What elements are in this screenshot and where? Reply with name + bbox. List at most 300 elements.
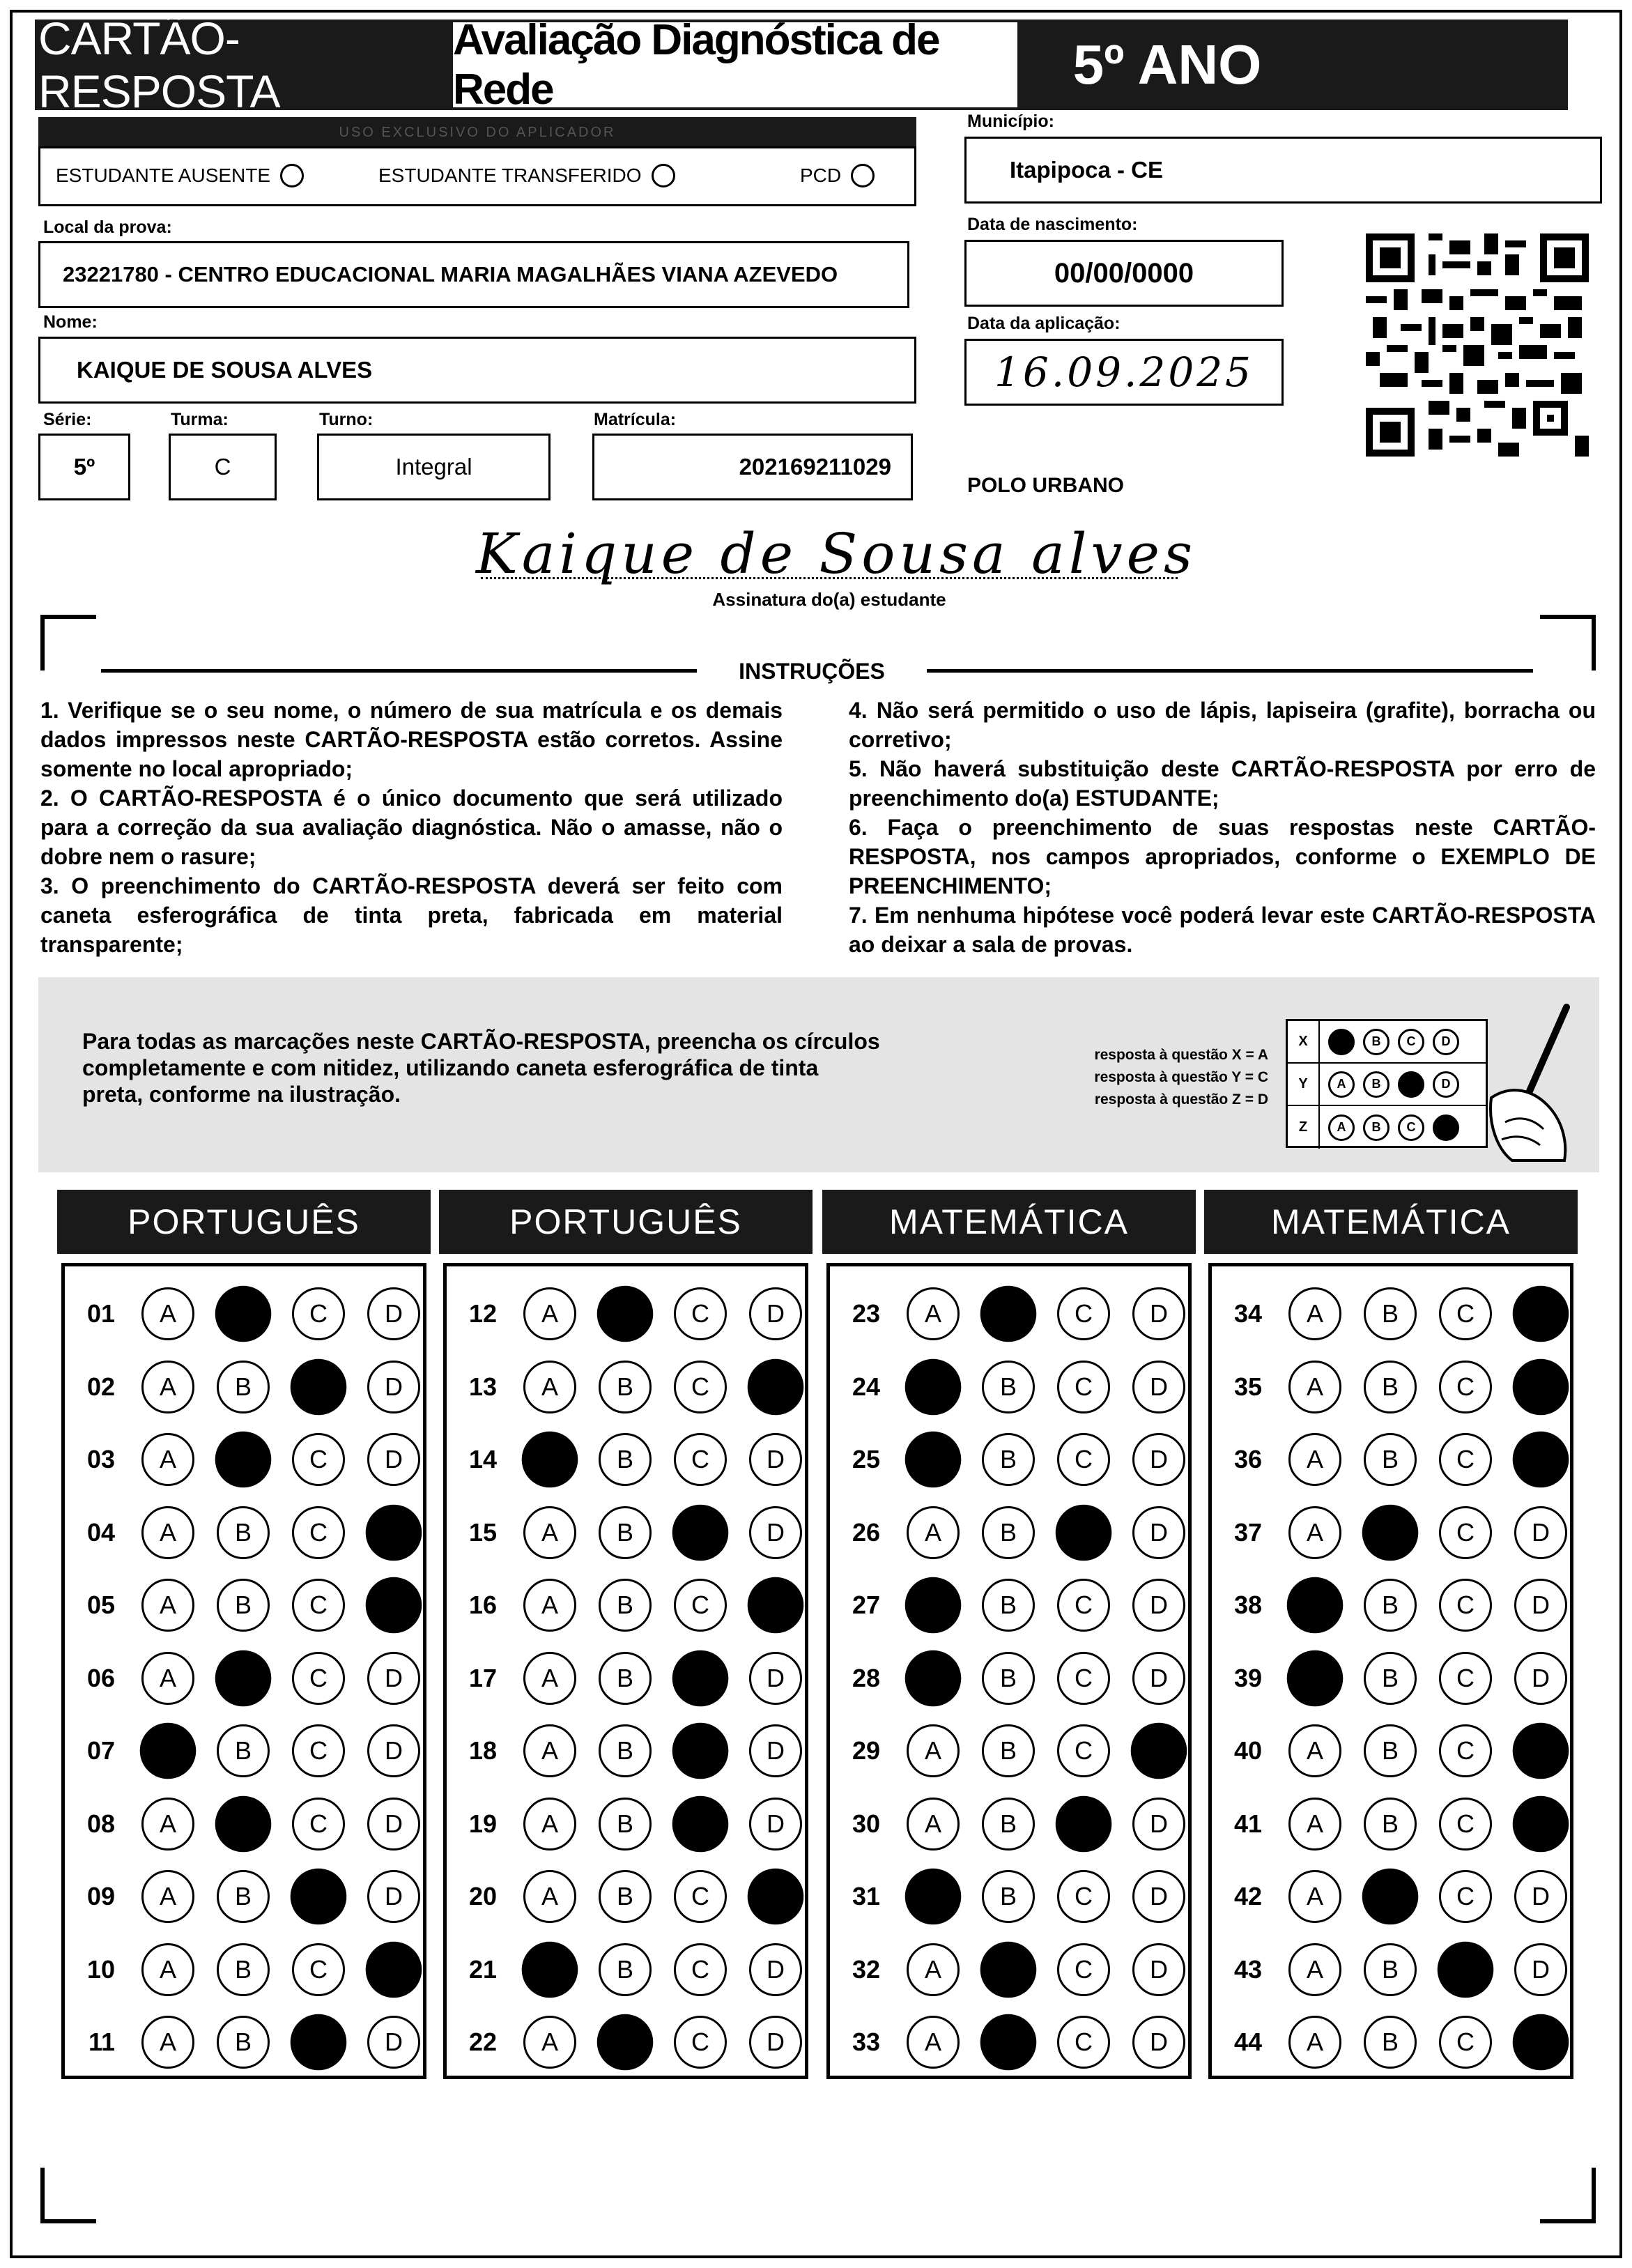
- answer-bubble-c[interactable]: C: [1439, 1652, 1492, 1705]
- answer-bubble-c[interactable]: C: [1057, 1943, 1110, 1996]
- answer-bubble-a[interactable]: A: [1288, 1361, 1341, 1413]
- status-box: [38, 146, 916, 206]
- answer-bubble-b-marked[interactable]: [215, 1432, 272, 1488]
- answer-bubble-a-marked[interactable]: [1287, 1650, 1344, 1706]
- answer-bubble-d-marked[interactable]: [748, 1358, 804, 1415]
- answer-bubble-b[interactable]: B: [599, 1361, 652, 1413]
- answer-bubble-a[interactable]: A: [523, 1579, 576, 1632]
- question-row: [65, 1933, 423, 2006]
- question-row: [1212, 2006, 1570, 2078]
- local-field: 23221780 - CENTRO EDUCACIONAL MARIA MAGALHÃES VIANA AZEVEDO: [38, 241, 909, 308]
- answer-bubble-a-marked[interactable]: [905, 1358, 962, 1415]
- signature-label: Assinatura do(a) estudante: [712, 589, 946, 610]
- answer-bubble-d[interactable]: D: [1132, 1870, 1185, 1923]
- question-row: [830, 1496, 1188, 1569]
- absent-option[interactable]: [56, 164, 304, 187]
- question-row: [830, 1788, 1188, 1860]
- answer-bubble-a[interactable]: A: [141, 1798, 194, 1851]
- answer-bubble-b[interactable]: B: [599, 1433, 652, 1486]
- answer-bubble-a[interactable]: A: [523, 1870, 576, 1923]
- answer-bubble-c[interactable]: C: [1439, 1724, 1492, 1777]
- answer-bubble-b[interactable]: B: [599, 1943, 652, 1996]
- birth-label: Data de nascimento:: [967, 215, 1138, 234]
- answer-bubble-b-marked[interactable]: [980, 2014, 1037, 2071]
- answer-bubble-d[interactable]: D: [749, 1652, 802, 1705]
- question-row: [65, 1569, 423, 1641]
- answer-bubble-a[interactable]: A: [907, 1287, 960, 1340]
- answer-bubble-a[interactable]: A: [1288, 1433, 1341, 1486]
- question-number: 15: [468, 1517, 497, 1547]
- answer-bubble-b[interactable]: B: [982, 1433, 1035, 1486]
- answer-bubble-b[interactable]: B: [217, 1943, 270, 1996]
- answer-bubble-d-marked[interactable]: [1513, 1432, 1569, 1488]
- answer-bubble-b[interactable]: B: [1364, 1724, 1417, 1777]
- question-number: 24: [852, 1372, 880, 1401]
- answer-bubble-d[interactable]: D: [367, 1287, 420, 1340]
- matricula-label: Matrícula:: [594, 410, 677, 429]
- answer-bubble-a[interactable]: A: [141, 1579, 194, 1632]
- answer-bubble-c[interactable]: C: [292, 1943, 345, 1996]
- transferred-radio[interactable]: [652, 164, 675, 187]
- question-number: 42: [1233, 1882, 1262, 1910]
- answer-bubble-c[interactable]: C: [292, 1506, 345, 1559]
- answer-bubble-a[interactable]: A: [1288, 1943, 1341, 1996]
- answer-bubble-d[interactable]: D: [749, 1798, 802, 1851]
- question-number: 35: [1233, 1372, 1262, 1401]
- grade-label: 5º ANO: [1072, 33, 1262, 95]
- answer-bubble-d-marked[interactable]: [366, 1941, 422, 1998]
- answer-bubble-b[interactable]: B: [217, 1870, 270, 1923]
- answer-bubble-b-marked[interactable]: [215, 1286, 272, 1342]
- answer-bubble-a[interactable]: A: [523, 1724, 576, 1777]
- question-number: 20: [468, 1882, 497, 1910]
- example-bubble-b: B: [1363, 1071, 1389, 1098]
- local-label: Local da prova:: [43, 217, 172, 237]
- question-number: 26: [852, 1517, 880, 1547]
- instruction-item: 4. Não será permitido o uso de lápis, lapiseira (grafite), borracha ou corretivo;: [849, 698, 1596, 752]
- answer-bubble-c[interactable]: C: [292, 1652, 345, 1705]
- question-row: [447, 1933, 805, 2006]
- answer-bubble-d[interactable]: D: [367, 1724, 420, 1777]
- answer-bubble-c[interactable]: C: [1439, 1433, 1492, 1486]
- answer-bubble-b[interactable]: B: [982, 1652, 1035, 1705]
- question-row: [447, 1715, 805, 1787]
- answer-bubble-d[interactable]: D: [367, 1798, 420, 1851]
- answer-bubble-b-marked[interactable]: [597, 2014, 654, 2071]
- answer-bubble-c-marked[interactable]: [1438, 1941, 1494, 1998]
- answer-bubble-b-marked[interactable]: [980, 1941, 1037, 1998]
- question-number: 43: [1233, 1954, 1262, 1984]
- question-number: 21: [468, 1954, 497, 1984]
- answer-bubble-c[interactable]: C: [674, 1943, 727, 1996]
- question-number: 39: [1233, 1663, 1262, 1692]
- answer-bubble-c[interactable]: C: [674, 1870, 727, 1923]
- answer-bubble-a[interactable]: A: [141, 1652, 194, 1705]
- answer-bubble-c-marked[interactable]: [672, 1650, 729, 1706]
- answer-bubble-b[interactable]: B: [599, 1506, 652, 1559]
- answer-bubble-d-marked[interactable]: [1513, 1358, 1569, 1415]
- application-label: Data da aplicação:: [967, 314, 1121, 333]
- answer-bubble-b[interactable]: B: [1364, 1361, 1417, 1413]
- question-row: [830, 1860, 1188, 1933]
- answer-bubble-d[interactable]: D: [1514, 1579, 1567, 1632]
- answer-bubble-b[interactable]: B: [599, 1579, 652, 1632]
- example-bubble-b: B: [1363, 1114, 1389, 1141]
- serie-field: 5º: [38, 434, 130, 500]
- answer-bubble-b[interactable]: B: [1364, 1652, 1417, 1705]
- answer-bubble-c[interactable]: C: [1439, 1579, 1492, 1632]
- answer-bubble-b[interactable]: B: [1364, 1798, 1417, 1851]
- answer-bubble-c[interactable]: C: [1057, 1287, 1110, 1340]
- answer-bubble-a[interactable]: A: [1288, 1870, 1341, 1923]
- evaluation-title: Avaliação Diagnóstica de Rede: [453, 22, 1017, 107]
- answer-bubble-a[interactable]: A: [523, 1361, 576, 1413]
- question-number: 04: [86, 1517, 115, 1547]
- answer-bubble-b-marked[interactable]: [597, 1286, 654, 1342]
- answer-bubble-a-marked[interactable]: [905, 1650, 962, 1706]
- question-row: [447, 1496, 805, 1569]
- answer-bubble-b[interactable]: B: [599, 1798, 652, 1851]
- answer-bubble-c-marked[interactable]: [291, 1869, 347, 1925]
- answer-bubble-c-marked[interactable]: [672, 1504, 729, 1561]
- instruction-item: 3. O preenchimento do CARTÃO-RESPOSTA deverá ser feito com caneta esferográfica de tinta preta, fabricada em material transparente;: [40, 873, 783, 957]
- answer-bubble-a[interactable]: A: [523, 1652, 576, 1705]
- qr-code: [1366, 233, 1589, 457]
- answer-bubble-b[interactable]: B: [982, 1724, 1035, 1777]
- card-label: CARTÃO-RESPOSTA: [38, 13, 280, 117]
- answer-bubble-c[interactable]: C: [1439, 1506, 1492, 1559]
- question-row: [1212, 1642, 1570, 1715]
- example-row: [1288, 1021, 1486, 1064]
- instruction-item: 2. O CARTÃO-RESPOSTA é o único documento que será utilizado para a correção da sua avaliação diagnóstica. Não o amasse, não o dobre nem o rasure;: [40, 786, 783, 869]
- pcd-radio[interactable]: [851, 164, 875, 187]
- answer-bubble-a-marked[interactable]: [522, 1432, 578, 1488]
- answer-bubble-b[interactable]: B: [982, 1870, 1035, 1923]
- example-bubble-d: D: [1433, 1029, 1459, 1055]
- answer-bubble-a[interactable]: A: [1288, 1724, 1341, 1777]
- answer-bubble-d[interactable]: D: [1132, 1361, 1185, 1413]
- answer-bubble-d[interactable]: D: [1132, 1506, 1185, 1559]
- question-row: [830, 1278, 1188, 1350]
- question-number: 09: [86, 1882, 115, 1910]
- answer-bubble-c[interactable]: C: [1439, 1287, 1492, 1340]
- answer-bubble-b[interactable]: B: [1364, 1433, 1417, 1486]
- answer-bubble-a[interactable]: A: [907, 1506, 960, 1559]
- answer-bubble-b[interactable]: B: [982, 1506, 1035, 1559]
- transferred-option[interactable]: [378, 164, 675, 187]
- answer-bubble-d[interactable]: D: [749, 1724, 802, 1777]
- section-title: PORTUGUÊS: [57, 1190, 431, 1254]
- answer-bubble-c[interactable]: C: [1057, 1724, 1110, 1777]
- answer-bubble-a[interactable]: A: [141, 2016, 194, 2069]
- name-label: Nome:: [43, 312, 98, 332]
- answer-bubble-d-marked[interactable]: [748, 1869, 804, 1925]
- answer-bubble-d[interactable]: D: [1514, 1506, 1567, 1559]
- example-grid: [1286, 1019, 1488, 1148]
- answer-bubble-a-marked[interactable]: [905, 1432, 962, 1488]
- question-row: [447, 1788, 805, 1860]
- answer-bubble-c-marked[interactable]: [291, 2014, 347, 2071]
- pcd-label: PCD: [800, 164, 842, 186]
- answer-bubble-d[interactable]: D: [749, 2016, 802, 2069]
- turma-field: C: [169, 434, 277, 500]
- answer-bubble-a[interactable]: A: [141, 1361, 194, 1413]
- instructions-left: [40, 696, 783, 959]
- answer-bubble-d-marked[interactable]: [1513, 1795, 1569, 1852]
- answer-bubble-c[interactable]: C: [1057, 1870, 1110, 1923]
- section-title: PORTUGUÊS: [439, 1190, 813, 1254]
- question-row: [830, 1351, 1188, 1423]
- answer-bubble-d[interactable]: D: [367, 1652, 420, 1705]
- answer-bubble-a-marked[interactable]: [1287, 1577, 1344, 1634]
- answer-section: [61, 1263, 426, 2079]
- question-number: 33: [852, 2028, 880, 2056]
- answer-bubble-a[interactable]: A: [907, 1724, 960, 1777]
- answer-bubble-a-marked[interactable]: [522, 1941, 578, 1998]
- answer-bubble-b[interactable]: B: [217, 1724, 270, 1777]
- legend-line: resposta à questão X = A: [1094, 1047, 1268, 1063]
- answer-section: [826, 1263, 1192, 2079]
- answer-bubble-a[interactable]: A: [523, 2016, 576, 2069]
- answer-bubble-b[interactable]: B: [982, 1798, 1035, 1851]
- answer-bubble-c[interactable]: C: [1439, 1870, 1492, 1923]
- answer-bubble-d-marked[interactable]: [366, 1504, 422, 1561]
- answer-bubble-b[interactable]: B: [599, 1870, 652, 1923]
- answer-bubble-b-marked[interactable]: [215, 1650, 272, 1706]
- answer-bubble-a[interactable]: A: [523, 1798, 576, 1851]
- answer-bubble-a[interactable]: A: [1288, 1287, 1341, 1340]
- answer-bubble-d[interactable]: D: [1132, 1433, 1185, 1486]
- example-row-label: Y: [1288, 1064, 1320, 1105]
- answer-bubble-c[interactable]: C: [1057, 2016, 1110, 2069]
- corner-mark-top-right: [1540, 615, 1596, 671]
- answer-bubble-a-marked[interactable]: [140, 1723, 197, 1779]
- question-number: 07: [86, 1736, 115, 1765]
- answer-bubble-a-marked[interactable]: [905, 1577, 962, 1634]
- answer-bubble-b[interactable]: B: [217, 2016, 270, 2069]
- section-title: MATEMÁTICA: [822, 1190, 1196, 1254]
- answer-bubble-d[interactable]: D: [367, 1433, 420, 1486]
- answer-bubble-a[interactable]: A: [523, 1287, 576, 1340]
- answer-bubble-c-marked[interactable]: [672, 1723, 729, 1779]
- legend-line: resposta à questão Y = C: [1094, 1069, 1268, 1085]
- answer-bubble-a[interactable]: A: [907, 1943, 960, 1996]
- question-row: [1212, 1788, 1570, 1860]
- answer-section: [1208, 1263, 1573, 2079]
- example-bubble-a: A: [1328, 1071, 1355, 1098]
- answer-bubble-a[interactable]: A: [141, 1433, 194, 1486]
- question-number: 05: [86, 1591, 115, 1619]
- absent-radio[interactable]: [280, 164, 304, 187]
- answer-bubble-b[interactable]: B: [1364, 1943, 1417, 1996]
- corner-mark-bottom-left: [40, 2168, 96, 2223]
- answer-bubble-b-marked[interactable]: [1362, 1504, 1419, 1561]
- answer-bubble-d[interactable]: D: [367, 1870, 420, 1923]
- question-number: 17: [468, 1663, 497, 1692]
- answer-bubble-c[interactable]: C: [674, 1433, 727, 1486]
- question-row: [1212, 1860, 1570, 1933]
- answer-bubble-a[interactable]: A: [1288, 1506, 1341, 1559]
- question-number: 11: [88, 2028, 115, 2056]
- answer-bubble-b-marked[interactable]: [1362, 1869, 1419, 1925]
- question-number: 02: [86, 1372, 115, 1401]
- question-row: [65, 1860, 423, 1933]
- answer-bubble-c[interactable]: C: [1439, 2016, 1492, 2069]
- question-number: 32: [852, 1954, 880, 1984]
- answer-bubble-c[interactable]: C: [1439, 1361, 1492, 1413]
- answer-bubble-a[interactable]: A: [141, 1943, 194, 1996]
- answer-bubble-a-marked[interactable]: [905, 1869, 962, 1925]
- example-row-label: X: [1288, 1021, 1320, 1062]
- answer-bubble-d-marked[interactable]: [1513, 1286, 1569, 1342]
- example-row-label: Z: [1288, 1106, 1320, 1149]
- answer-bubble-d[interactable]: D: [1514, 1870, 1567, 1923]
- question-row: [65, 1715, 423, 1787]
- example-bubble-a: [1328, 1029, 1355, 1055]
- answer-bubble-b[interactable]: B: [217, 1506, 270, 1559]
- question-number: 25: [852, 1445, 880, 1473]
- question-row: [65, 2006, 423, 2078]
- answer-bubble-c-marked[interactable]: [1056, 1504, 1112, 1561]
- answer-bubble-a[interactable]: A: [141, 1506, 194, 1559]
- answer-bubble-d[interactable]: D: [749, 1287, 802, 1340]
- answer-bubble-d-marked[interactable]: [366, 1577, 422, 1634]
- answer-bubble-d[interactable]: D: [1132, 1652, 1185, 1705]
- answer-bubble-d[interactable]: D: [1132, 1943, 1185, 1996]
- question-number: 40: [1233, 1736, 1262, 1765]
- answer-bubble-d[interactable]: D: [1132, 2016, 1185, 2069]
- answer-bubble-b[interactable]: B: [1364, 1287, 1417, 1340]
- question-row: [830, 1423, 1188, 1496]
- municipio-field: Itapipoca - CE: [964, 137, 1602, 204]
- answer-bubble-d[interactable]: D: [749, 1433, 802, 1486]
- answer-bubble-d[interactable]: D: [1132, 1287, 1185, 1340]
- answer-bubble-b-marked[interactable]: [215, 1795, 272, 1852]
- question-number: 14: [468, 1445, 497, 1473]
- question-row: [447, 1569, 805, 1641]
- answer-bubble-a[interactable]: A: [141, 1287, 194, 1340]
- answer-bubble-b[interactable]: B: [217, 1579, 270, 1632]
- answer-bubble-c[interactable]: C: [1057, 1652, 1110, 1705]
- answer-bubble-b[interactable]: B: [1364, 1579, 1417, 1632]
- question-row: [447, 1642, 805, 1715]
- answer-bubble-a[interactable]: A: [907, 1798, 960, 1851]
- question-row: [447, 1860, 805, 1933]
- example-bubble-a: A: [1328, 1114, 1355, 1141]
- answer-bubble-d[interactable]: D: [1514, 1943, 1567, 1996]
- student-signature: Kaique de Sousa alves: [475, 521, 1197, 586]
- question-row: [830, 1933, 1188, 2006]
- question-number: 27: [852, 1591, 880, 1619]
- answer-bubble-c[interactable]: C: [1439, 1798, 1492, 1851]
- answer-bubble-c-marked[interactable]: [672, 1795, 729, 1852]
- answer-bubble-c[interactable]: C: [292, 1724, 345, 1777]
- example-bubble-c: [1398, 1071, 1424, 1098]
- question-number: 10: [86, 1954, 115, 1984]
- application-field: 16.09.2025: [964, 339, 1284, 406]
- question-number: 01: [86, 1299, 115, 1328]
- question-row: [447, 2006, 805, 2078]
- answer-bubble-c[interactable]: C: [674, 1361, 727, 1413]
- answer-bubble-d-marked[interactable]: [1131, 1723, 1187, 1779]
- answer-bubble-d[interactable]: D: [1132, 1798, 1185, 1851]
- answer-bubble-a[interactable]: A: [523, 1506, 576, 1559]
- question-number: 06: [86, 1663, 115, 1692]
- answer-bubble-a[interactable]: A: [1288, 2016, 1341, 2069]
- answer-bubble-c[interactable]: C: [674, 2016, 727, 2069]
- answer-bubble-d-marked[interactable]: [1513, 1723, 1569, 1779]
- answer-bubble-d-marked[interactable]: [748, 1577, 804, 1634]
- question-row: [65, 1496, 423, 1569]
- answer-bubble-c-marked[interactable]: [291, 1358, 347, 1415]
- answer-bubble-a[interactable]: A: [1288, 1798, 1341, 1851]
- answer-bubble-c[interactable]: C: [292, 1579, 345, 1632]
- answer-bubble-d[interactable]: D: [749, 1506, 802, 1559]
- answer-bubble-c[interactable]: C: [674, 1579, 727, 1632]
- answer-bubble-c[interactable]: C: [292, 1287, 345, 1340]
- answer-bubble-d[interactable]: D: [367, 1361, 420, 1413]
- answer-bubble-c-marked[interactable]: [1056, 1795, 1112, 1852]
- question-row: [830, 1715, 1188, 1787]
- answer-bubble-b[interactable]: B: [599, 1652, 652, 1705]
- transferred-label: ESTUDANTE TRANSFERIDO: [378, 164, 642, 186]
- question-number: 41: [1233, 1809, 1262, 1838]
- question-row: [1212, 1423, 1570, 1496]
- answer-bubble-d[interactable]: D: [367, 2016, 420, 2069]
- question-number: 37: [1233, 1517, 1262, 1547]
- question-number: 13: [468, 1372, 497, 1401]
- question-row: [65, 1642, 423, 1715]
- turno-label: Turno:: [319, 410, 374, 429]
- serie-label: Série:: [43, 410, 92, 429]
- question-row: [65, 1351, 423, 1423]
- answer-bubble-c[interactable]: C: [292, 1433, 345, 1486]
- question-number: 36: [1233, 1445, 1262, 1473]
- answer-bubble-a[interactable]: A: [141, 1870, 194, 1923]
- answer-bubble-b[interactable]: B: [1364, 2016, 1417, 2069]
- answer-bubble-c[interactable]: C: [292, 1798, 345, 1851]
- answer-section: [443, 1263, 808, 2079]
- question-number: 03: [86, 1445, 115, 1473]
- question-number: 16: [468, 1591, 497, 1619]
- instruction-item: 1. Verifique se o seu nome, o número de sua matrícula e os demais dados impressos neste CARTÃO-RESPOSTA estão corretos. Assine somente no local apropriado;: [40, 698, 783, 781]
- answer-bubble-d-marked[interactable]: [1513, 2014, 1569, 2071]
- pcd-option[interactable]: [800, 164, 875, 187]
- signature-line: [481, 577, 1178, 579]
- question-number: 34: [1233, 1299, 1262, 1328]
- question-number: 22: [468, 2028, 497, 2056]
- answer-bubble-d[interactable]: D: [1514, 1652, 1567, 1705]
- answer-bubble-b-marked[interactable]: [980, 1286, 1037, 1342]
- turno-field: Integral: [317, 434, 551, 500]
- question-row: [447, 1278, 805, 1350]
- answer-bubble-d[interactable]: D: [1132, 1579, 1185, 1632]
- answer-bubble-b[interactable]: B: [217, 1361, 270, 1413]
- question-number: 12: [468, 1299, 497, 1328]
- answer-bubble-d[interactable]: D: [749, 1943, 802, 1996]
- matricula-field: 202169211029: [592, 434, 913, 500]
- answer-bubble-b[interactable]: B: [982, 1579, 1035, 1632]
- question-row: [1212, 1351, 1570, 1423]
- answer-bubble-c[interactable]: C: [674, 1287, 727, 1340]
- answer-bubble-a[interactable]: A: [907, 2016, 960, 2069]
- answer-bubble-b[interactable]: B: [599, 1724, 652, 1777]
- example-row: [1288, 1106, 1486, 1149]
- answer-bubble-c[interactable]: C: [1057, 1579, 1110, 1632]
- answer-bubble-c[interactable]: C: [1057, 1433, 1110, 1486]
- answer-bubble-b[interactable]: B: [982, 1361, 1035, 1413]
- answer-bubble-c[interactable]: C: [1057, 1361, 1110, 1413]
